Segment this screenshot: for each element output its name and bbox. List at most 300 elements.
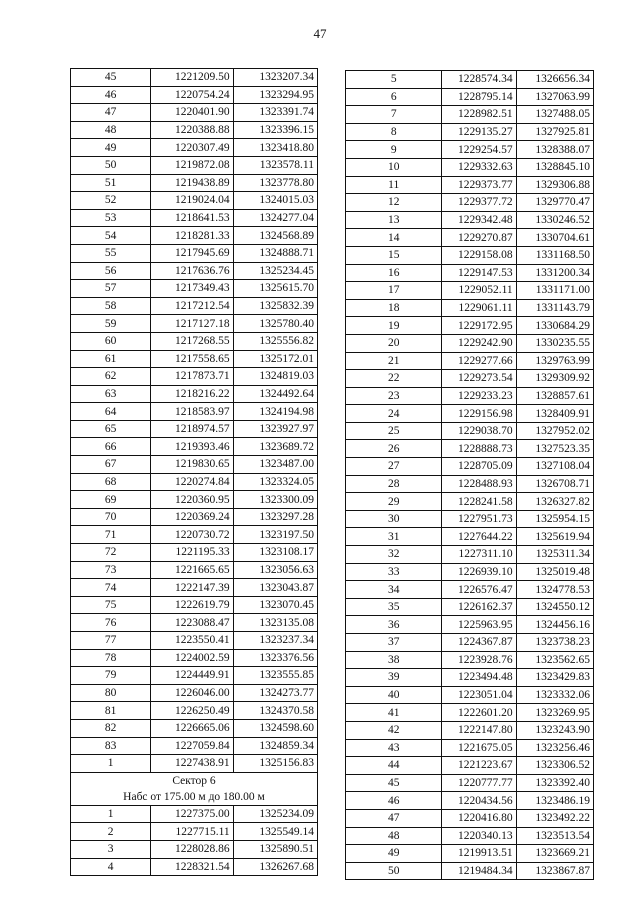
table-row bbox=[346, 827, 594, 845]
y-coordinate: 1330704.61 bbox=[516, 229, 593, 247]
point-number: 31 bbox=[346, 528, 442, 546]
point-number: 42 bbox=[346, 721, 442, 739]
point-number: 78 bbox=[71, 649, 151, 667]
x-coordinate: 1228888.73 bbox=[442, 440, 516, 458]
y-coordinate: 1323487.00 bbox=[233, 456, 317, 474]
table-row bbox=[71, 840, 318, 858]
y-coordinate: 1324778.53 bbox=[516, 581, 593, 599]
point-number: 46 bbox=[71, 86, 151, 104]
x-coordinate: 1227375.00 bbox=[151, 805, 233, 823]
y-coordinate: 1323738.23 bbox=[516, 634, 593, 652]
table-row bbox=[71, 561, 318, 579]
table-row bbox=[71, 69, 318, 87]
right-table-body bbox=[346, 71, 594, 880]
x-coordinate: 1219438.89 bbox=[151, 174, 233, 192]
x-coordinate: 1218281.33 bbox=[151, 227, 233, 245]
y-coordinate: 1324194.98 bbox=[233, 403, 317, 421]
point-number: 44 bbox=[346, 757, 442, 775]
y-coordinate: 1323492.22 bbox=[516, 809, 593, 827]
y-coordinate: 1325780.40 bbox=[233, 315, 317, 333]
x-coordinate: 1220416.80 bbox=[442, 809, 516, 827]
table-row bbox=[71, 805, 318, 823]
table-row bbox=[71, 491, 318, 509]
point-number: 22 bbox=[346, 370, 442, 388]
table-row bbox=[346, 704, 594, 722]
x-coordinate: 1226576.47 bbox=[442, 581, 516, 599]
table-row bbox=[71, 227, 318, 245]
coordinates-table-left bbox=[70, 68, 318, 876]
point-number: 37 bbox=[346, 634, 442, 652]
table-row bbox=[346, 422, 594, 440]
y-coordinate: 1324888.71 bbox=[233, 244, 317, 262]
y-coordinate: 1329770.47 bbox=[516, 194, 593, 212]
point-number: 12 bbox=[346, 194, 442, 212]
table-row bbox=[71, 473, 318, 491]
table-row bbox=[71, 596, 318, 614]
point-number: 3 bbox=[71, 840, 151, 858]
table-row bbox=[71, 649, 318, 667]
point-number: 1 bbox=[71, 805, 151, 823]
point-number: 39 bbox=[346, 669, 442, 687]
point-number: 9 bbox=[346, 141, 442, 159]
point-number: 34 bbox=[346, 581, 442, 599]
point-number: 18 bbox=[346, 299, 442, 317]
y-coordinate: 1331200.34 bbox=[516, 264, 593, 282]
point-number: 67 bbox=[71, 456, 151, 474]
y-coordinate: 1325556.82 bbox=[233, 332, 317, 350]
point-number: 19 bbox=[346, 317, 442, 335]
y-coordinate: 1323689.72 bbox=[233, 438, 317, 456]
point-number: 52 bbox=[71, 192, 151, 210]
point-number: 23 bbox=[346, 387, 442, 405]
point-number: 36 bbox=[346, 616, 442, 634]
x-coordinate: 1219393.46 bbox=[151, 438, 233, 456]
table-row bbox=[71, 174, 318, 192]
point-number: 8 bbox=[346, 123, 442, 141]
sector-title: Сектор 6 bbox=[172, 774, 216, 787]
table-row bbox=[346, 669, 594, 687]
x-coordinate: 1229277.66 bbox=[442, 352, 516, 370]
x-coordinate: 1228488.93 bbox=[442, 475, 516, 493]
y-coordinate: 1325311.34 bbox=[516, 546, 593, 564]
x-coordinate: 1218583.97 bbox=[151, 403, 233, 421]
point-number: 71 bbox=[71, 526, 151, 544]
point-number: 16 bbox=[346, 264, 442, 282]
point-number: 50 bbox=[71, 156, 151, 174]
left-table-body-b bbox=[71, 805, 318, 875]
x-coordinate: 1221675.05 bbox=[442, 739, 516, 757]
point-number: 20 bbox=[346, 334, 442, 352]
x-coordinate: 1229061.11 bbox=[442, 299, 516, 317]
point-number: 76 bbox=[71, 614, 151, 632]
y-coordinate: 1324859.34 bbox=[233, 737, 317, 755]
x-coordinate: 1218974.57 bbox=[151, 420, 233, 438]
table-row bbox=[346, 686, 594, 704]
table-row bbox=[71, 719, 318, 737]
table-row bbox=[346, 299, 594, 317]
y-coordinate: 1323429.83 bbox=[516, 669, 593, 687]
point-number: 53 bbox=[71, 209, 151, 227]
y-coordinate: 1324568.89 bbox=[233, 227, 317, 245]
point-number: 59 bbox=[71, 315, 151, 333]
point-number: 55 bbox=[71, 244, 151, 262]
y-coordinate: 1327063.99 bbox=[516, 88, 593, 106]
point-number: 7 bbox=[346, 106, 442, 124]
x-coordinate: 1225963.95 bbox=[442, 616, 516, 634]
x-coordinate: 1228028.86 bbox=[151, 840, 233, 858]
x-coordinate: 1220369.24 bbox=[151, 508, 233, 526]
table-row bbox=[71, 139, 318, 157]
x-coordinate: 1229172.95 bbox=[442, 317, 516, 335]
point-number: 80 bbox=[71, 684, 151, 702]
table-row bbox=[346, 845, 594, 863]
point-number: 27 bbox=[346, 458, 442, 476]
x-coordinate: 1228705.09 bbox=[442, 458, 516, 476]
table-row bbox=[346, 387, 594, 405]
point-number: 45 bbox=[71, 69, 151, 87]
x-coordinate: 1227059.84 bbox=[151, 737, 233, 755]
x-coordinate: 1224002.59 bbox=[151, 649, 233, 667]
table-row bbox=[346, 106, 594, 124]
page-number: 47 bbox=[313, 26, 327, 41]
y-coordinate: 1323297.28 bbox=[233, 508, 317, 526]
y-coordinate: 1323562.65 bbox=[516, 651, 593, 669]
x-coordinate: 1220401.90 bbox=[151, 104, 233, 122]
table-row bbox=[346, 862, 594, 880]
y-coordinate: 1325156.83 bbox=[233, 755, 317, 773]
table-row bbox=[71, 86, 318, 104]
table-row bbox=[346, 528, 594, 546]
point-number: 11 bbox=[346, 176, 442, 194]
table-row bbox=[346, 370, 594, 388]
y-coordinate: 1324550.12 bbox=[516, 598, 593, 616]
x-coordinate: 1220730.72 bbox=[151, 526, 233, 544]
x-coordinate: 1229373.77 bbox=[442, 176, 516, 194]
point-number: 4 bbox=[71, 858, 151, 876]
table-row bbox=[346, 282, 594, 300]
y-coordinate: 1325615.70 bbox=[233, 280, 317, 298]
y-coordinate: 1323396.15 bbox=[233, 121, 317, 139]
table-row bbox=[71, 315, 318, 333]
table-row bbox=[71, 368, 318, 386]
y-coordinate: 1323324.05 bbox=[233, 473, 317, 491]
x-coordinate: 1224449.91 bbox=[151, 667, 233, 685]
y-coordinate: 1323108.17 bbox=[233, 544, 317, 562]
y-coordinate: 1331171.00 bbox=[516, 282, 593, 300]
x-coordinate: 1217636.76 bbox=[151, 262, 233, 280]
x-coordinate: 1229052.11 bbox=[442, 282, 516, 300]
table-row bbox=[346, 634, 594, 652]
x-coordinate: 1219872.08 bbox=[151, 156, 233, 174]
point-number: 66 bbox=[71, 438, 151, 456]
y-coordinate: 1323256.46 bbox=[516, 739, 593, 757]
table-row bbox=[346, 246, 594, 264]
table-row bbox=[71, 684, 318, 702]
x-coordinate: 1221195.33 bbox=[151, 544, 233, 562]
x-coordinate: 1229135.27 bbox=[442, 123, 516, 141]
y-coordinate: 1323669.21 bbox=[516, 845, 593, 863]
y-coordinate: 1324598.60 bbox=[233, 719, 317, 737]
y-coordinate: 1325172.01 bbox=[233, 350, 317, 368]
table-row bbox=[346, 458, 594, 476]
x-coordinate: 1218641.53 bbox=[151, 209, 233, 227]
x-coordinate: 1223051.04 bbox=[442, 686, 516, 704]
table-row bbox=[346, 194, 594, 212]
table-row bbox=[346, 88, 594, 106]
y-coordinate: 1325954.15 bbox=[516, 510, 593, 528]
point-number: 54 bbox=[71, 227, 151, 245]
x-coordinate: 1226665.06 bbox=[151, 719, 233, 737]
x-coordinate: 1220274.84 bbox=[151, 473, 233, 491]
x-coordinate: 1223494.48 bbox=[442, 669, 516, 687]
x-coordinate: 1217873.71 bbox=[151, 368, 233, 386]
y-coordinate: 1326708.71 bbox=[516, 475, 593, 493]
y-coordinate: 1328845.10 bbox=[516, 158, 593, 176]
x-coordinate: 1226162.37 bbox=[442, 598, 516, 616]
sector-range: Набс от 175.00 м до 180.00 м bbox=[123, 790, 265, 803]
point-number: 30 bbox=[346, 510, 442, 528]
point-number: 49 bbox=[71, 139, 151, 157]
table-row bbox=[346, 475, 594, 493]
table-row bbox=[71, 456, 318, 474]
point-number: 15 bbox=[346, 246, 442, 264]
point-number: 70 bbox=[71, 508, 151, 526]
point-number: 38 bbox=[346, 651, 442, 669]
y-coordinate: 1325019.48 bbox=[516, 563, 593, 581]
y-coordinate: 1327952.02 bbox=[516, 422, 593, 440]
y-coordinate: 1323043.87 bbox=[233, 579, 317, 597]
table-row bbox=[346, 581, 594, 599]
point-number: 47 bbox=[71, 104, 151, 122]
y-coordinate: 1323294.95 bbox=[233, 86, 317, 104]
table-row bbox=[346, 211, 594, 229]
point-number: 49 bbox=[346, 845, 442, 863]
y-coordinate: 1323867.87 bbox=[516, 862, 593, 880]
point-number: 58 bbox=[71, 297, 151, 315]
y-coordinate: 1330246.52 bbox=[516, 211, 593, 229]
y-coordinate: 1329309.92 bbox=[516, 370, 593, 388]
x-coordinate: 1222619.79 bbox=[151, 596, 233, 614]
x-coordinate: 1229242.90 bbox=[442, 334, 516, 352]
x-coordinate: 1222601.20 bbox=[442, 704, 516, 722]
table-row bbox=[346, 264, 594, 282]
table-row bbox=[346, 598, 594, 616]
point-number: 81 bbox=[71, 702, 151, 720]
x-coordinate: 1217349.43 bbox=[151, 280, 233, 298]
x-coordinate: 1229254.57 bbox=[442, 141, 516, 159]
table-row bbox=[346, 510, 594, 528]
x-coordinate: 1229342.48 bbox=[442, 211, 516, 229]
x-coordinate: 1220777.77 bbox=[442, 774, 516, 792]
x-coordinate: 1229233.23 bbox=[442, 387, 516, 405]
x-coordinate: 1229038.70 bbox=[442, 422, 516, 440]
y-coordinate: 1329306.88 bbox=[516, 176, 593, 194]
y-coordinate: 1323070.45 bbox=[233, 596, 317, 614]
y-coordinate: 1326327.82 bbox=[516, 493, 593, 511]
x-coordinate: 1223088.47 bbox=[151, 614, 233, 632]
point-number: 17 bbox=[346, 282, 442, 300]
y-coordinate: 1325619.94 bbox=[516, 528, 593, 546]
x-coordinate: 1219913.51 bbox=[442, 845, 516, 863]
table-row bbox=[71, 632, 318, 650]
table-row bbox=[71, 104, 318, 122]
point-number: 75 bbox=[71, 596, 151, 614]
table-row bbox=[71, 755, 318, 773]
table-row bbox=[346, 616, 594, 634]
y-coordinate: 1323513.54 bbox=[516, 827, 593, 845]
y-coordinate: 1331143.79 bbox=[516, 299, 593, 317]
x-coordinate: 1224367.87 bbox=[442, 634, 516, 652]
x-coordinate: 1226046.00 bbox=[151, 684, 233, 702]
table-row bbox=[346, 774, 594, 792]
x-coordinate: 1219024.04 bbox=[151, 192, 233, 210]
table-row bbox=[71, 297, 318, 315]
x-coordinate: 1217212.54 bbox=[151, 297, 233, 315]
table-row bbox=[346, 334, 594, 352]
x-coordinate: 1223550.41 bbox=[151, 632, 233, 650]
x-coordinate: 1220340.13 bbox=[442, 827, 516, 845]
table-row bbox=[71, 702, 318, 720]
x-coordinate: 1226250.49 bbox=[151, 702, 233, 720]
point-number: 2 bbox=[71, 823, 151, 841]
x-coordinate: 1228982.51 bbox=[442, 106, 516, 124]
table-row bbox=[346, 809, 594, 827]
y-coordinate: 1323056.63 bbox=[233, 561, 317, 579]
y-coordinate: 1323391.74 bbox=[233, 104, 317, 122]
y-coordinate: 1327488.05 bbox=[516, 106, 593, 124]
x-coordinate: 1220434.56 bbox=[442, 792, 516, 810]
point-number: 10 bbox=[346, 158, 442, 176]
x-coordinate: 1220754.24 bbox=[151, 86, 233, 104]
table-row bbox=[71, 544, 318, 562]
y-coordinate: 1325832.39 bbox=[233, 297, 317, 315]
y-coordinate: 1324015.03 bbox=[233, 192, 317, 210]
table-row bbox=[346, 405, 594, 423]
y-coordinate: 1328388.07 bbox=[516, 141, 593, 159]
table-row bbox=[71, 280, 318, 298]
point-number: 73 bbox=[71, 561, 151, 579]
y-coordinate: 1323243.90 bbox=[516, 721, 593, 739]
point-number: 35 bbox=[346, 598, 442, 616]
table-row bbox=[346, 141, 594, 159]
point-number: 46 bbox=[346, 792, 442, 810]
table-row bbox=[71, 192, 318, 210]
point-number: 1 bbox=[71, 755, 151, 773]
point-number: 41 bbox=[346, 704, 442, 722]
x-coordinate: 1217127.18 bbox=[151, 315, 233, 333]
x-coordinate: 1227644.22 bbox=[442, 528, 516, 546]
table-row bbox=[346, 317, 594, 335]
point-number: 24 bbox=[346, 405, 442, 423]
point-number: 65 bbox=[71, 420, 151, 438]
y-coordinate: 1331168.50 bbox=[516, 246, 593, 264]
point-number: 13 bbox=[346, 211, 442, 229]
table-row bbox=[346, 176, 594, 194]
left-table-body-a bbox=[71, 69, 318, 773]
y-coordinate: 1330684.29 bbox=[516, 317, 593, 335]
y-coordinate: 1330235.55 bbox=[516, 334, 593, 352]
y-coordinate: 1323207.34 bbox=[233, 69, 317, 87]
x-coordinate: 1229158.08 bbox=[442, 246, 516, 264]
table-row bbox=[346, 792, 594, 810]
point-number: 82 bbox=[71, 719, 151, 737]
y-coordinate: 1325549.14 bbox=[233, 823, 317, 841]
y-coordinate: 1326267.68 bbox=[233, 858, 317, 876]
point-number: 62 bbox=[71, 368, 151, 386]
point-number: 45 bbox=[346, 774, 442, 792]
x-coordinate: 1229273.54 bbox=[442, 370, 516, 388]
point-number: 74 bbox=[71, 579, 151, 597]
point-number: 29 bbox=[346, 493, 442, 511]
table-row bbox=[71, 823, 318, 841]
point-number: 6 bbox=[346, 88, 442, 106]
point-number: 61 bbox=[71, 350, 151, 368]
y-coordinate: 1324456.16 bbox=[516, 616, 593, 634]
y-coordinate: 1323197.50 bbox=[233, 526, 317, 544]
x-coordinate: 1222147.39 bbox=[151, 579, 233, 597]
point-number: 33 bbox=[346, 563, 442, 581]
table-row bbox=[71, 385, 318, 403]
x-coordinate: 1228241.58 bbox=[442, 493, 516, 511]
y-coordinate: 1324819.03 bbox=[233, 368, 317, 386]
table-row bbox=[71, 209, 318, 227]
x-coordinate: 1217268.55 bbox=[151, 332, 233, 350]
y-coordinate: 1323418.80 bbox=[233, 139, 317, 157]
table-row bbox=[346, 71, 594, 89]
y-coordinate: 1326656.34 bbox=[516, 71, 593, 89]
y-coordinate: 1323300.09 bbox=[233, 491, 317, 509]
x-coordinate: 1229270.87 bbox=[442, 229, 516, 247]
table-row bbox=[71, 403, 318, 421]
y-coordinate: 1324273.77 bbox=[233, 684, 317, 702]
x-coordinate: 1222147.80 bbox=[442, 721, 516, 739]
table-row bbox=[71, 737, 318, 755]
table-row bbox=[71, 526, 318, 544]
x-coordinate: 1220307.49 bbox=[151, 139, 233, 157]
x-coordinate: 1219484.34 bbox=[442, 862, 516, 880]
x-coordinate: 1217558.65 bbox=[151, 350, 233, 368]
point-number: 57 bbox=[71, 280, 151, 298]
sector-header bbox=[71, 772, 318, 805]
point-number: 21 bbox=[346, 352, 442, 370]
x-coordinate: 1229156.98 bbox=[442, 405, 516, 423]
y-coordinate: 1325234.09 bbox=[233, 805, 317, 823]
x-coordinate: 1229377.72 bbox=[442, 194, 516, 212]
y-coordinate: 1323237.34 bbox=[233, 632, 317, 650]
point-number: 79 bbox=[71, 667, 151, 685]
y-coordinate: 1328409.91 bbox=[516, 405, 593, 423]
table-row bbox=[71, 858, 318, 876]
x-coordinate: 1227951.73 bbox=[442, 510, 516, 528]
y-coordinate: 1323332.06 bbox=[516, 686, 593, 704]
point-number: 83 bbox=[71, 737, 151, 755]
table-row bbox=[71, 438, 318, 456]
y-coordinate: 1323306.52 bbox=[516, 757, 593, 775]
x-coordinate: 1228795.14 bbox=[442, 88, 516, 106]
y-coordinate: 1325890.51 bbox=[233, 840, 317, 858]
point-number: 48 bbox=[346, 827, 442, 845]
x-coordinate: 1218216.22 bbox=[151, 385, 233, 403]
x-coordinate: 1229332.63 bbox=[442, 158, 516, 176]
point-number: 48 bbox=[71, 121, 151, 139]
y-coordinate: 1325234.45 bbox=[233, 262, 317, 280]
point-number: 68 bbox=[71, 473, 151, 491]
x-coordinate: 1223928.76 bbox=[442, 651, 516, 669]
point-number: 64 bbox=[71, 403, 151, 421]
y-coordinate: 1323555.85 bbox=[233, 667, 317, 685]
table-row bbox=[71, 244, 318, 262]
table-row bbox=[71, 156, 318, 174]
